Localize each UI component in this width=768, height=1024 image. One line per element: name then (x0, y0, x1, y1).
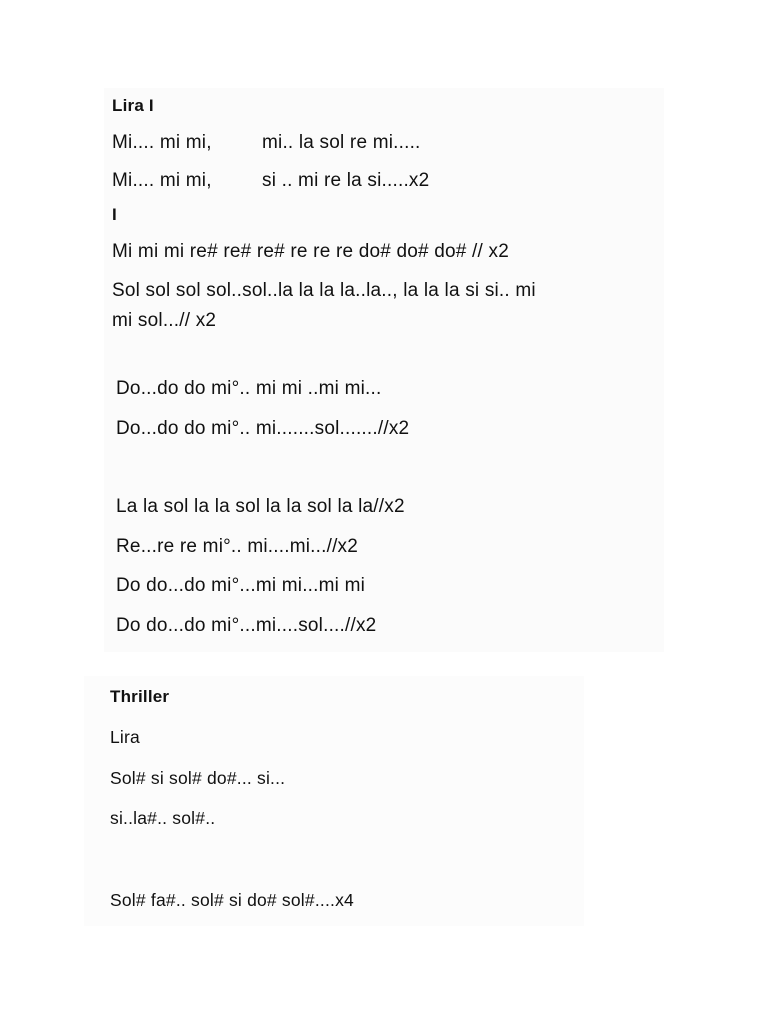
thriller-title: Thriller (110, 687, 170, 706)
thriller-block (84, 676, 584, 926)
lira-i-line-1a: Mi.... mi mi, (112, 132, 212, 153)
thriller-line-1: Lira (110, 727, 140, 747)
lira-i-line-10: Do do...do mi°...mi mi...mi mi (116, 575, 366, 596)
lira-i-line-4: Sol sol sol sol..sol..la la la la..la.., la la la si si.. mi (112, 280, 536, 301)
lira-i-line-9: Re...re re mi°.. mi....mi...//x2 (116, 536, 359, 557)
lira-i-line-2a: Mi.... mi mi, (112, 170, 212, 191)
lira-i-line-11: Do do...do mi°...mi....sol....//x2 (116, 615, 377, 636)
lira-i-line-3: Mi mi mi re# re# re# re re re do# do# do# // x2 (112, 241, 509, 262)
lira-i-line-6: Do...do do mi°.. mi mi ..mi mi... (116, 378, 382, 399)
thriller-line-4: Sol# fa#.. sol# si do# sol#....x4 (110, 890, 354, 910)
thriller-line-2: Sol# si sol# do#... si... (110, 768, 286, 788)
lira-i-subtitle: I (112, 205, 117, 224)
lira-i-line-7: Do...do do mi°.. mi.......sol.......//x2 (116, 418, 410, 439)
lira-i-line-1b: mi.. la sol re mi..... (262, 132, 421, 153)
lira-i-line-5: mi sol...// x2 (112, 310, 217, 331)
lira-i-title: Lira I (112, 96, 154, 115)
lira-i-line-2b: si .. mi re la si.....x2 (262, 170, 430, 191)
lira-i-line-8: La la sol la la sol la la sol la la//x2 (116, 496, 405, 517)
thriller-line-3: si..la#.. sol#.. (110, 808, 216, 828)
